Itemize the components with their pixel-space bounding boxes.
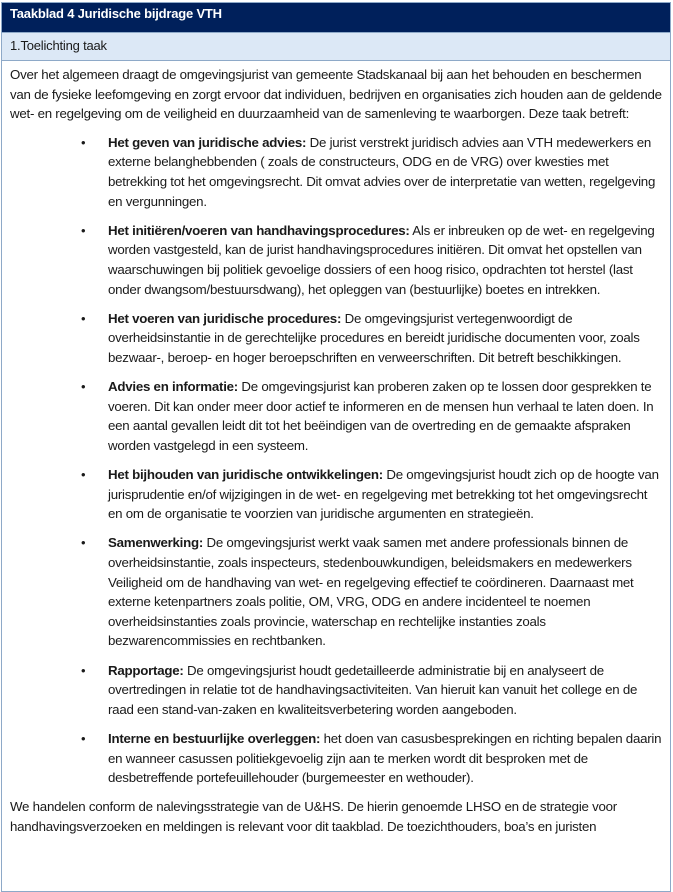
list-item-text: het doen van casusbesprekingen en richting bepalen daarin en wanneer casussen politiekgevoelig zijn aan te merken wordt dit besproken met de desbetreffende portefeuillehouder (burgemeester en wethouder). <box>108 730 662 786</box>
outro-paragraph: We handelen conform de nalevingsstrategie van de U&HS. De hierin genoemde LHSO en de strategie voor handhavingsverzoeken en meldingen is relevant voor dit taakblad. De toezichthouders, boa’s en juristen <box>10 799 617 834</box>
section-heading: 1.Toelichting taak <box>2 32 670 61</box>
list-item <box>81 221 662 299</box>
task-sheet-table <box>1 2 671 892</box>
bullet-icon: • <box>81 662 86 678</box>
list-item <box>81 729 662 788</box>
bullet-icon: • <box>81 730 86 746</box>
list-item-text: De jurist verstrekt juridisch advies aan VTH medewerkers en externe belanghebbenden ( zoals de constructeurs, ODG en de VRG) over kwesties met betrekking tot het omgevingsrecht. Dit omvat advies over de interpretatie van wetten, regelgeving en vergunningen. <box>108 134 656 209</box>
list-item-text: De omgevingsjurist kan proberen zaken op te lossen door gesprekken te voeren. Dit kan onder meer door actief te informeren en de mensen hun verhaal te laten doen. In een aantal gevallen leidt dit tot het beëindigen van de overtreding en de gemaakte afspraken worden vastgelegd in een systeem. <box>108 379 654 453</box>
task-sheet-title: Taakblad 4 Juridische bijdrage VTH <box>2 3 670 32</box>
section-body <box>2 61 670 891</box>
list-item-title: Samenwerking: <box>108 535 204 551</box>
list-item-text: De omgevingsjurist werkt vaak samen met andere professionals binnen de overheidsinstantie, zoals inspecteurs, stedenbouwkundigen, beleidsmakers en medewerkers Veiligheid om de handhaving van wet- en regelgeving effectief te coördineren. Daarnaast met externe ketenpartners zoals politie, OM, VRG, ODG en andere incidenteel te noemen overheidsinstanties zoals provincie, waterschap en rechtelijke instanties zoals bezwarencommissies en rechtbanken. <box>108 535 634 649</box>
list-item-title: Advies en informatie: <box>108 379 238 395</box>
task-list <box>10 133 662 788</box>
intro-paragraph: Over het algemeen draagt de omgevingsjurist van gemeente Stadskanaal bij aan het behouden en beschermen van de fysieke leefomgeving en zorgt ervoor dat individuen, bedrijven en organisaties zich houden aan de geldende wet- en regelgeving om de veiligheid en duurzaamheid van de samenleving te waarborgen. Deze taak betreft: <box>10 67 662 122</box>
list-item-title: Rapportage: <box>108 662 184 678</box>
bullet-icon: • <box>81 535 86 551</box>
list-item-text: De omgevingsjurist vertegenwoordigt de overheidsinstantie in de gerechtelijke procedures en bereidt juridische documenten voor, zoals bezwaar-, beroep- en hoger beroepschriften en verweerschriften. Dit betreft beschikkingen. <box>108 310 640 365</box>
list-item <box>81 133 662 211</box>
list-item-text: Als er inbreuken op de wet- en regelgeving worden vastgesteld, kan de jurist handhavingsprocedures initiëren. Dit omvat het opstellen van waarschuwingen bij politiek gevoelige dossiers of een hoog risico, opdrachten tot herstel (last onder dwangsom/bestuursdwang), het opleggen van (bestuurlijke) boetes en intrekken. <box>108 222 655 297</box>
bullet-icon: • <box>81 379 86 395</box>
list-item <box>81 661 662 720</box>
list-item-title: Het voeren van juridische procedures: <box>108 310 342 326</box>
list-item <box>81 533 662 651</box>
list-item-title: Interne en bestuurlijke overleggen: <box>108 730 321 746</box>
list-item-text: De omgevingsjurist houdt gedetailleerde administratie bij en analyseert de overtredingen in relatie tot de handhavingsactiviteiten. Van hieruit kan vanuit het college en de raad een stand-van-zaken en kwaliteitsverbetering worden aangeboden. <box>108 662 638 717</box>
bullet-icon: • <box>81 310 86 326</box>
bullet-icon: • <box>81 134 86 150</box>
list-item-text: De omgevingsjurist houdt zich op de hoogte van jurisprudentie en/of wijzigingen in de wet- en regelgeving met betrekking tot het omgevingsrecht en om de organisatie te voorzien van juridische argumenten en strategieën. <box>108 467 659 522</box>
list-item-title: Het geven van juridische advies: <box>108 134 307 150</box>
list-item <box>81 309 662 368</box>
bullet-icon: • <box>81 467 86 483</box>
bullet-icon: • <box>81 222 86 238</box>
list-item <box>81 377 662 455</box>
list-item-title: Het initiëren/voeren van handhavingsprocedures: <box>108 222 410 238</box>
list-item-title: Het bijhouden van juridische ontwikkelingen: <box>108 467 383 483</box>
list-item <box>81 465 662 524</box>
